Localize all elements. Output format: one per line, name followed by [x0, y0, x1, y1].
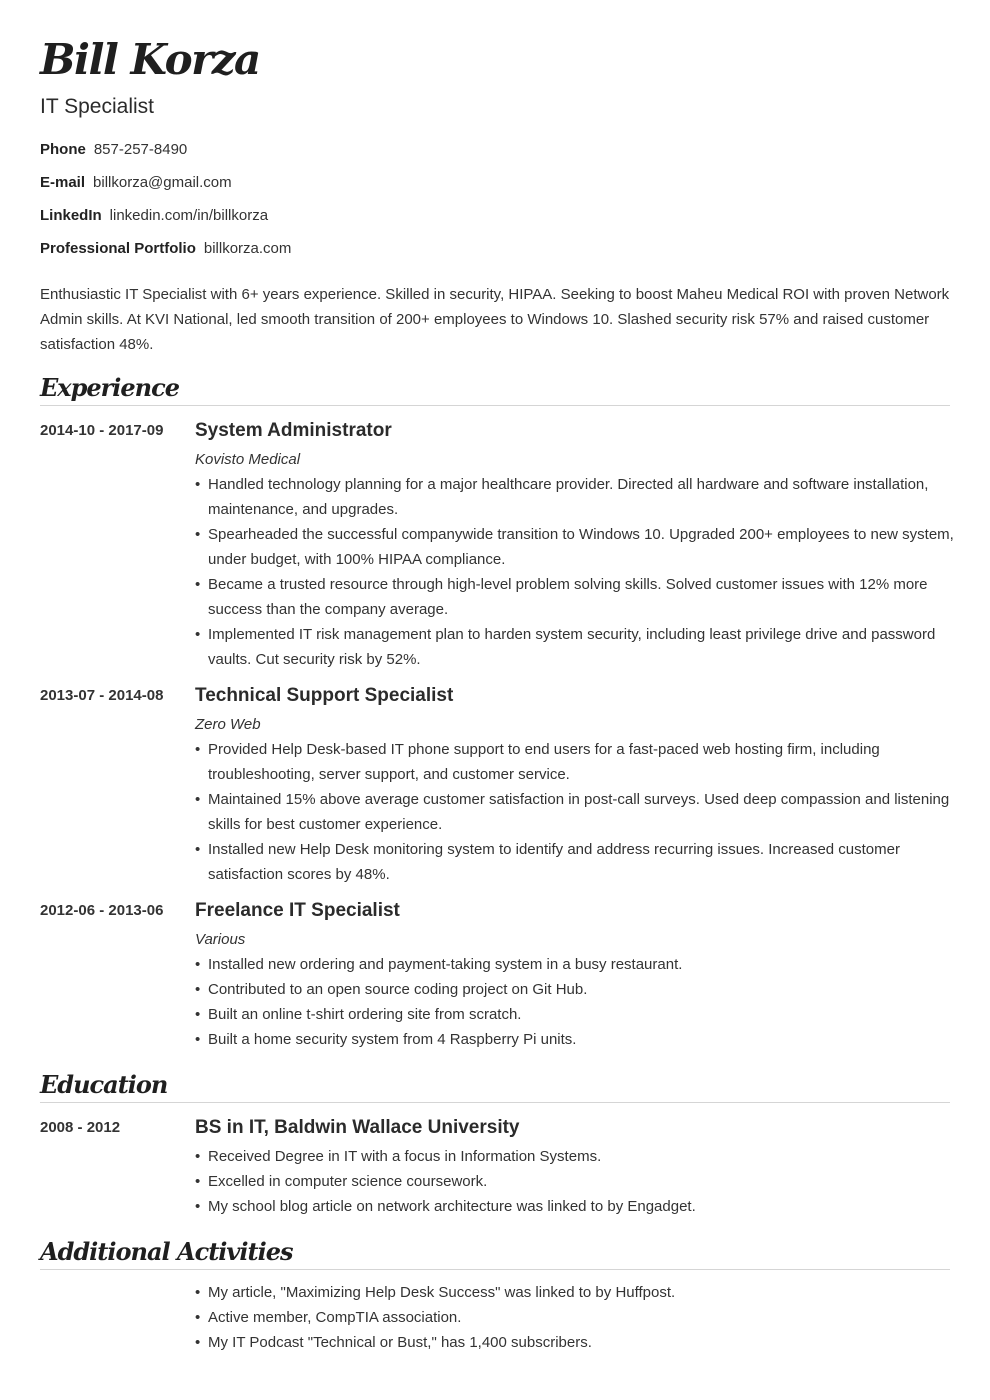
entry-role: Freelance IT Specialist: [195, 900, 400, 921]
candidate-title: IT Specialist: [40, 95, 154, 118]
contact-label: Professional Portfolio: [40, 240, 196, 257]
entry-role: System Administrator: [195, 420, 392, 441]
contact-value: 857-257-8490: [93, 141, 188, 158]
bullet-item: • Excelled in computer science coursework.: [195, 1169, 955, 1194]
contact-value: billkorza@gmail.com: [93, 174, 232, 191]
bullet-item: • My school blog article on network architecture was linked to by Engadget.: [195, 1194, 955, 1219]
contact-portfolio: [40, 238, 291, 271]
contact-linkedin: [40, 205, 291, 238]
bullet-item: • Built an online t-shirt ordering site from scratch.: [195, 1002, 955, 1027]
bullet-item: • Maintained 15% above average customer satisfaction in post-call surveys. Used deep compassion and listening skills for best customer experience.: [195, 787, 955, 837]
entry-role: Technical Support Specialist: [195, 685, 454, 706]
entry-dates: 2012-06 - 2013-06: [40, 902, 164, 919]
bullet-item: • Installed new ordering and payment-taking system in a busy restaurant.: [195, 952, 955, 977]
entry-degree: BS in IT, Baldwin Wallace University: [195, 1117, 520, 1138]
entry-body: [195, 1280, 955, 1355]
section-title: Additional Activities: [40, 1237, 293, 1266]
bullet-item: • My IT Podcast "Technical or Bust," has 1,400 subscribers.: [195, 1330, 955, 1355]
contact-label: Phone: [40, 141, 86, 158]
entry-company: Zero Web: [195, 716, 261, 733]
bullet-item: • Spearheaded the successful companywide transition to Windows 10. Upgraded 200+ employees to new system, under budget, with 100% HIPAA compliance.: [195, 522, 955, 572]
entry-bullets: [195, 472, 955, 672]
bullet-item: • Became a trusted resource through high-level problem solving skills. Solved customer issues with 12% more success than the company average.: [195, 572, 955, 622]
bullet-item: • Received Degree in IT with a focus in Information Systems.: [195, 1144, 955, 1169]
entry-bullets: [195, 1280, 955, 1355]
entry-company: Various: [195, 931, 246, 948]
entry-dates: 2013-07 - 2014-08: [40, 687, 164, 704]
education-heading: [40, 1068, 950, 1103]
entry-company: Kovisto Medical: [195, 451, 301, 468]
profile-summary: Enthusiastic IT Specialist with 6+ years experience. Skilled in security, HIPAA. Seeking to boost Maheu Medical ROI with proven Network Admin skills. At KVI National, led smooth transition of 200+ employees to Windows 10. Slashed security risk 57% and raised customer satisfaction 48%.: [40, 286, 950, 353]
activities-heading: [40, 1235, 950, 1270]
contact-label: LinkedIn: [40, 207, 102, 224]
bullet-item: • Built a home security system from 4 Raspberry Pi units.: [195, 1027, 955, 1052]
entry-body: [195, 684, 955, 887]
entry-bullets: [195, 1144, 955, 1219]
bullet-item: • Installed new Help Desk monitoring system to identify and address recurring issues. Increased customer satisfaction scores by 48%.: [195, 837, 955, 887]
entry-body: [195, 1116, 955, 1219]
section-title: Experience: [40, 373, 180, 402]
entry-bullets: [195, 952, 955, 1052]
entry-dates: 2008 - 2012: [40, 1119, 121, 1136]
contact-value: billkorza.com: [203, 240, 292, 257]
bullet-item: • Handled technology planning for a major healthcare provider. Directed all hardware and software installation, maintenance, and upgrades.: [195, 472, 955, 522]
entry-dates: 2014-10 - 2017-09: [40, 422, 164, 439]
entry-bullets: [195, 737, 955, 887]
bullet-item: • Provided Help Desk-based IT phone support to end users for a fast-paced web hosting firm, including troubleshooting, server support, and customer service.: [195, 737, 955, 787]
contact-email: [40, 172, 291, 205]
contact-phone: [40, 139, 291, 172]
entry-body: [195, 419, 955, 672]
section-title: Education: [40, 1070, 168, 1099]
bullet-item: • Contributed to an open source coding project on Git Hub.: [195, 977, 955, 1002]
bullet-item: • Implemented IT risk management plan to harden system security, including least privilege drive and password vaults. Cut security risk by 52%.: [195, 622, 955, 672]
entry-body: [195, 899, 955, 1052]
bullet-item: • Active member, CompTIA association.: [195, 1305, 955, 1330]
contact-label: E-mail: [40, 174, 86, 191]
contact-value: linkedin.com/in/billkorza: [109, 207, 269, 224]
candidate-name: Bill Korza: [40, 35, 260, 84]
contact-list: [40, 139, 291, 271]
bullet-item: • My article, "Maximizing Help Desk Success" was linked to by Huffpost.: [195, 1280, 955, 1305]
experience-heading: [40, 371, 950, 406]
